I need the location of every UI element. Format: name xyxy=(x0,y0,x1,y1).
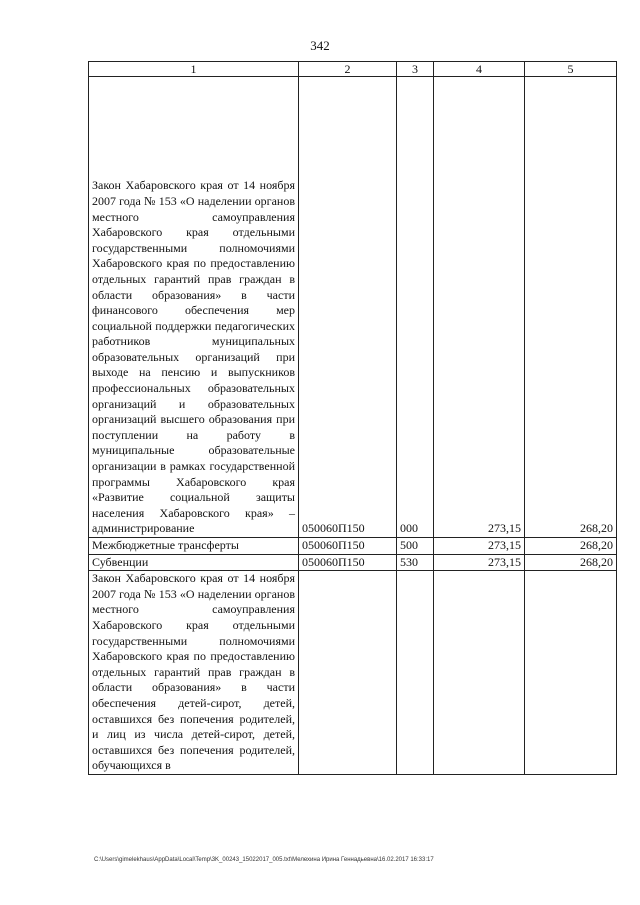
row-target-code: 050060П150 xyxy=(299,77,397,538)
row-value-col5: 268,20 xyxy=(525,538,617,555)
row-expense-type xyxy=(397,571,434,775)
row-target-code xyxy=(299,571,397,775)
row-value-col5: 268,20 xyxy=(525,77,617,538)
row-value-col5: 268,20 xyxy=(525,554,617,571)
row-expense-type: 500 xyxy=(397,538,434,555)
table-row xyxy=(89,571,617,775)
file-path-footer: C:\Users\gimelekhaus\AppData\Local\Temp\3K_00243_15022017_005.txt\Мелехина Ирина Геннадьевна\16.02.2017 16:33:17 xyxy=(94,857,434,863)
row-description: Межбюджетные трансферты xyxy=(89,538,299,555)
row-value-col4: 273,15 xyxy=(434,554,525,571)
table-header-row xyxy=(89,62,617,77)
row-value-col5 xyxy=(525,571,617,775)
row-description: Закон Хабаровского края от 14 ноября 2007 года № 153 «О наделении органов местного самоуправления Хабаровского края отдельными государственными полномочиями Хабаровского края по предоставлению отдельных гарантий прав граждан в области образования» в части обеспечения детей-сирот, детей, оставшихся без попечения родителей, и лиц из числа детей-сирот, детей, оставшихся без попечения родителей, обучающихся в xyxy=(89,571,299,775)
header-cell-4: 4 xyxy=(434,62,525,77)
page-number: 342 xyxy=(310,38,330,53)
row-value-col4 xyxy=(434,571,525,775)
row-value-col4: 273,15 xyxy=(434,77,525,538)
row-target-code: 050060П150 xyxy=(299,554,397,571)
budget-table xyxy=(88,61,617,775)
row-description: Закон Хабаровского края от 14 ноября 2007 года № 153 «О наделении органов местного самоуправления Хабаровского края отдельными государственными полномочиями Хабаровского края по предоставлению отдельных гарантий прав граждан в области образования» в части финансового обеспечения мер социальной поддержки педагогических работников муниципальных образовательных организаций при выходе на пенсию и выпускников профессиональных образовательных организаций и образовательных организаций высшего образования при поступлении на работу в муниципальные образовательные организации в рамках государственной программы Хабаровского края «Развитие социальной защиты населения Хабаровского края» – администрирование xyxy=(89,77,299,538)
header-cell-5: 5 xyxy=(525,62,617,77)
header-cell-3: 3 xyxy=(397,62,434,77)
row-value-col4: 273,15 xyxy=(434,538,525,555)
table-row xyxy=(89,554,617,571)
row-description: Субвенции xyxy=(89,554,299,571)
header-cell-1: 1 xyxy=(89,62,299,77)
table-row xyxy=(89,77,617,538)
row-expense-type: 000 xyxy=(397,77,434,538)
header-cell-2: 2 xyxy=(299,62,397,77)
row-expense-type: 530 xyxy=(397,554,434,571)
table-row xyxy=(89,538,617,555)
row-target-code: 050060П150 xyxy=(299,538,397,555)
